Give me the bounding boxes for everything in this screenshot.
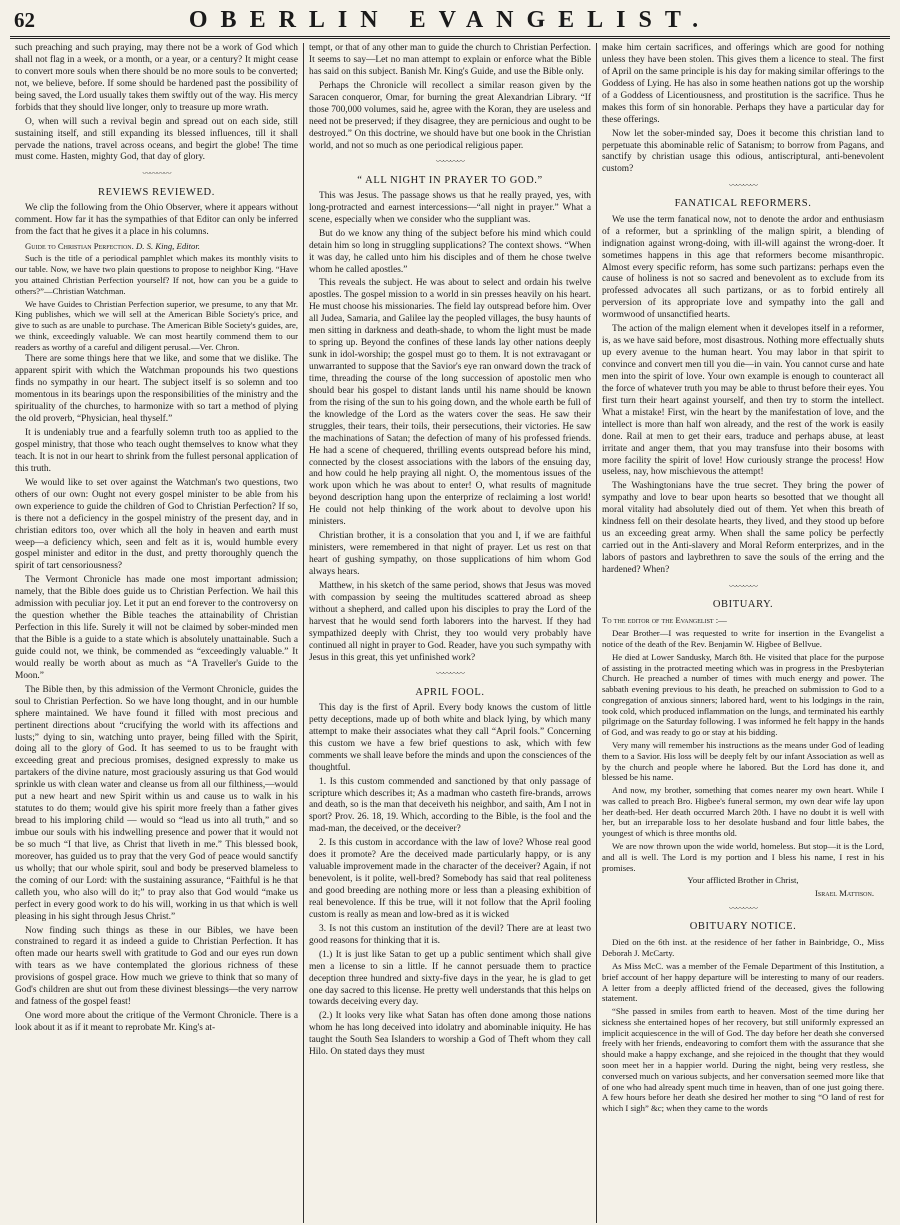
paragraph: We clip the following from the Ohio Observer, where it appears without comment. How far it has the sympathies of that Editor can only be inferred from the fact that he gives it a place in his columns. (15, 202, 298, 237)
paragraph: Died on the 6th inst. at the residence of her father in Bainbridge, O., Miss Deborah J. McCarty. (602, 937, 884, 959)
ornamental-rule: 〰〰〰〰 (436, 157, 464, 167)
paragraph: Matthew, in his sketch of the same period, shows that Jesus was moved with compassion by seeing the multitudes scattered abroad as sheep without a shepherd, and called upon his disciples to pray the Lord of the harvest that he would send forth laborers into the harvest. If they had sympathized deeply with Christ, they too would very probably have continued all night in prayer to God. Reader, have you such sympathy with Jesus in this great, this yet unfinished work? (309, 580, 591, 663)
paragraph: The Vermont Chronicle has made one most important admission; namely, that the Bible does guide us to Christian Perfection. We hail this admission with peculiar joy. Let it put an end forever to the controversy on the question whether the Bible teaches the attainability of Christian Perfection in this life. Surely it will not be claimed by sober-minded men that the Bible is a guide to a state which is absolutely unattainable. Such a guide could not, we think, be commended as “exceedingly valuable.” It would really be worth about as much as “A Traveller's Guide to the Moon.” (15, 575, 298, 681)
paragraph: make him certain sacrifices, and offerings which are good for nothing unless they have been stolen. This gives them a licence to steal. The first of April on the same principle is his day for making similar offerings to the Goddess of Lying. He has also in some heathen nations got up the worship of a Goddess of Licentiousness, and prostitution is the sacrifice. Thus he makes this form of sin honorable. Perhaps they have a particular day for these offerings. (602, 43, 884, 125)
ornamental-rule: 〰〰〰〰 (142, 169, 171, 179)
paragraph: 2. Is this custom in accordance with the law of love? Whose real good does it promote? Are the deceived made particularly happy, or is any valuable improvement made in the character of the deceiver? Again, if not benevolent, is it polite, well-bred? Somebody has said that real politeness and good breeding are nothing more or less than a pleasing exhibition of real benevolence. If this be true, will it not follow that the April fooling custom is really as mean and low-bred as it is wicked (309, 838, 591, 920)
paragraph: We would like to set over against the Watchman's two questions, two others of our own: Ought not every gospel minister to be able from his own experience to guide the children of God to Christian Perfection? If so, is there not a deficiency in the gospel ministry of the present day, and in christian editors too, over which all the holy in heaven and earth must weep—a deficiency which, seen and felt as it is, would humble every gospel minister and editor in the dust, and pretty thoroughly quench the spirit of tart censoriousness? (15, 477, 298, 572)
paragraph: tempt, or that of any other man to guide the church to Christian Perfection. It seems to say—Let no man attempt to explain or enforce what the Bible has said on this subject. Banish Mr. King's Guide, and use the Bible only. (309, 43, 591, 77)
page-number: 62 (14, 8, 35, 32)
paragraph: O, when will such a revival begin and spread out on each side, still sustaining itself, and still expanding its blessed influences, till it shall pervade the nations, travel across oceans, and begirt the globe! The time must come. Hasten, mighty God, that day of glory. (15, 116, 298, 163)
april-fool-heading: APRIL FOOL. (415, 686, 485, 698)
ornamental-rule: 〰〰〰〰 (729, 581, 757, 591)
paragraph: “She passed in smiles from earth to heaven. Most of the time during her sickness she entertained hopes of her recovery, but still uniformly expressed an implicit acquiescence in the will of God. The day before her death she conversed freely with her friends, endeavoring to comfort them with the assurance that she should make a happy exchange, and she rejoiced in the thought that they would soon meet her in a happier world. During the night, being very restless, she conversed much on various subjects, and her conversation seemed more like that of one who had already spent much time in heaven, than of one just going there. A few hours before her death she desired her mother to sing “O land of rest for which I sigh” &c; when they came to the words (602, 1006, 884, 1114)
ornamental-rule: 〰〰〰〰 (729, 903, 757, 913)
prayer-heading: “ ALL NIGHT IN PRAYER TO GOD.” (357, 174, 543, 186)
paragraph: (1.) It is just like Satan to get up a public sentiment which shall give men a license to sin a little. If he cannot persuade them to practice deception three hundred and sixty-five days in the year, he is glad to get one day sacred to this license. He pretty well understands that this helps on towards deceiving every day. (309, 949, 591, 1008)
closing-line: Your afflicted Brother in Christ, (687, 875, 799, 886)
page-header (10, 6, 890, 39)
column-3 (596, 43, 889, 1223)
paragraph: He died at Lower Sandusky, March 8th. He visited that place for the purpose of assisting in the protracted meeting which was in progress in the Presbyterian Church. He preached a number of times with much energy and power. The sabbath evening previous to his death, he preached on submission to God to a congregation of anxious sinners; labored hard, went to his lodgings in the rain, took cold, which produced inflammation on the lungs, and terminated his earthly pilgrimage on the Saturday following. I was informed he felt happy in the hands of God, and was ready to go or stay at his bidding. (602, 651, 884, 738)
column-1 (10, 43, 303, 1223)
paragraph: But do we know any thing of the subject before his mind which could detain him so long in struggling supplications? The context shows. “When it was day, he called unto him his disciples and of them he chose twelve whom he called apostles.” (309, 228, 591, 275)
paragraph: such preaching and such praying, may there not be a work of God which shall not flag in a week, or a month, or a year, or a century? It might cease to convert more souls when there should be no more souls to be converted; not, we believe, before. If some should be hardened past the possibility of being saved, the Lord usually takes them swiftly out of the way. His mercy forbids that they should live longer, only to treasure up more wrath. (15, 43, 298, 113)
paragraph: Now finding such things as these in our Bibles, we have been constrained to regard it as indeed a guide to Christian Perfection. It has often made our hearts swell with gratitude to God and our eyes run down with tears as we have contemplated the glorious richness of these provisions of gospel grace. How much we grieve to think that so many of God's children are shut out from these divinest blessings—the very narrow and fatness of the gospel feast! (15, 925, 298, 1008)
paragraph: Dear Brother—I was requested to write for insertion in the Evangelist a notice of the death of the Rev. Benjamin W. Higbee of Bellvue. (602, 628, 884, 649)
paragraph: This reveals the subject. He was about to select and ordain his twelve apostles. The gospel mission to a world in sin presses heavily on his heart. He must choose his missionaries. The field lay outspread before him. Over all Judea, Samaria, and Galilee lay the peopled villages, the busy haunts of men sitting in darkness and death-shade, to whom the light must be made to spring up. Beyond the confines of these lands lay other nations deeply sunk in idol-worship; the gospel must go to them. It is not extravagant or unwarranted to suppose that the Savior's eye ran onward down the track of time, threading the course of the long succession of apostolic men who should bear his gospel to distant lands until his name should be known from the rising of the sun to his going down, and the whole earth be full of the knowledge of the Lord as the waters cover the seas. He saw their struggles, their tears, their toils, their persecutions, their victories. He saw the machinations of Satan; the defection of many of his professed friends. He had a scene of chequered, thrilling events outspread before his mind, connected by the closest associations with the labors of the ensuing day, and how could he help praying all night. O, the momentous issues of the work upon which he was about to enter! O, what results of magnitude beyond description hang upon the enterprize of reclaiming a lost world! He could not help thinking of the work about to devolve upon his ministers. (309, 278, 591, 528)
paragraph: We have Guides to Christian Perfection superior, we presume, to any that Mr. King publishes, which we will sell at the American Bible Society's price, and give to such as are unable to purchase. The American Bible Society's guides, are, we think, exceedingly valuable. We can most heartily commend them to our readers as worthy of a careful and diligent perusal.—Ver. Chron. (15, 298, 298, 352)
obituary-address: To the editor of the Evangelist :— (602, 615, 727, 626)
obituary-heading: OBITUARY. (712, 599, 774, 611)
paragraph: One word more about the critique of the Vermont Chronicle. There is a look about it as if it meant to reprobate Mr. King's at- (15, 1011, 298, 1034)
paragraph: 3. Is not this custom an institution of the devil? There are at least two good reasons for thinking that it is. (309, 923, 591, 946)
paragraph: As Miss McC. was a member of the Female Department of this Institution, a brief account of her happy departure will be interesting to many of our readers. A letter from a deeply afflicted friend of the deceased, gives the following statement. (602, 960, 884, 1004)
paragraph: The Washingtonians have the true secret. They bring the power of sympathy and love to bear upon hearts so besotted that we thought all moral vitality had absolutely died out of them. Yet when this breath of kindness fell on their desolate hearts, they lived, and they stood up before us an exceeding great army. When shall the same policy be perfectly carried out in the Anti-slavery and Moral Reform enterprizes, and in the labors of pastors and laybrethren to save the souls of the erring and the hardened? When? (602, 481, 884, 575)
paragraph: This was Jesus. The passage shows us that he really prayed, yes, with long-protracted and earnest intercessions—“all night in prayer.” What a scene, especially when we consider who the suppliant was. (309, 190, 591, 225)
masthead: OBERLIN EVANGELIST. (188, 7, 712, 33)
paragraph: Very many will remember his instructions as the means under God of leading them to a Savior. His loss will be deeply felt by our infant Association as well as by the church and people where he labored. But the Lord has done it, and blessed be his name. (602, 740, 884, 783)
paragraph: And now, my brother, something that comes nearer my own heart. While I was called to preach Bro. Higbee's funeral sermon, my own dear wife lay upon her death-bed. Her death occurred March 20th. I have no doubt it is well with her, but an irreparable loss to her desolate husband and four little babes, the youngest of which is three months old. (602, 785, 884, 839)
reviews-heading: REVIEWS REVIEWED. (98, 186, 215, 198)
paragraph: This day is the first of April. Every body knows the custom of little petty deceptions, made up of both white and black lying, by which many attempt to make their associates what they call “April fools.” Concerning this custom we have a few brief questions to ask, which with few comments we shall leave before the minds and upon the consciences of the thoughtful. (309, 702, 591, 773)
paragraph: It is undeniably true and a fearfully solemn truth too as applied to the gospel ministry, that those who teach ought themselves to know what they teach. It is not in our heart to shrink from the fullest personal application of this truth. (15, 428, 298, 474)
guide-title-line (15, 241, 298, 252)
paragraph: The action of the malign element when it developes itself in a reformer, is, as we have said before, most disastrous. Nothing more effectually shuts up every avenue to the human heart. You may labor in that spirit to convince and convert men till you die—in vain. You cannot curse and hate men into the spirit of love. Your own example is enough to counteract all the force of whatever truth you may be able to thrust before their eyes. You first turn their heart against yourself, and then try to storm the intellect. What a mistake! First, win the heart by the manifestation of love, and the intellect is more than half won already, and the rest of the work is easily done. Rail at men to get their ears, traduce and perhaps abuse, at least irritate and anger them, that you may transfuse into their bosoms with more facility the spirit of love! How curiously strange the process! How useless, nay, how mischievous the attempt! (602, 324, 884, 478)
paragraph: We are now thrown upon the wide world, homeless. But stop—it is the Lord, and all is well. The Lord is my portion and I bless his name, I rest in his promises. (602, 841, 884, 873)
paragraph: We use the term fanatical now, not to denote the ardor and enthusiasm of a reformer, but a sprinkling of the malign spirit, a blending of indignation against wrong-doing, with ill-will against the wrong-doer. It sometimes happens in this age that reformers become misanthropic. Almost every specific reform, has some such partizans: perhaps even the cause of holiness is not so sacred and benevolent as to exclude from its professed advocates all such partizans, or as to forbid entirely all perversion of its appropriate love and sympathy into the gall and wormwood of unsanctified hearts. (602, 214, 884, 321)
guide-editor: D. S. King, Editor. (135, 240, 200, 251)
paragraph: Perhaps the Chronicle will recollect a similar reason given by the Saracen conqueror, Omar, for burning the great Alexandrian Library. “If those 700,000 volumes, said he, agree with the Koran, they are useless and need not be preserved; if they disagree, they are pernicious and ought to be destroyed.” On this doctrine, we should have but one book in the Christian world, and not so much as one periodical religious paper. (309, 80, 591, 151)
column-2 (303, 43, 596, 1223)
obituary-notice-heading: OBITUARY NOTICE. (689, 921, 797, 933)
paragraph: 1. Is this custom commended and sanctioned by that only passage of scripture which describes it; As a madman who casteth fire-brands, arrows and death, so is the man that deceiveth his neighbor, and saith, Am I not in sport? Prov. 26. 18, 19. Which, according to the Bible, is the fool and the mad-man, the deceived, or the deceiver? (309, 776, 591, 835)
paragraph: There are some things here that we like, and some that we dislike. The apparent spirit with which the Watchman propounds his two questions finds no sympathy in our heart. The subject itself is so solemn and too momentous in its bearings upon the responsibilities of the ministry and the spirituality of the churches, to harmonize with so tart a method of plying the old proverb, “Physician, heal thyself.” (15, 354, 298, 425)
paragraph: (2.) It looks very like what Satan has often done among those nations whom he has long deceived into idolatry and abominable iniquity. He has taught the South Sea Islanders to worship a God of Theft whom they call Hilo. On stated days they must (309, 1011, 591, 1058)
fanatical-reformers-heading: FANATICAL REFORMERS. (674, 198, 812, 210)
signature: Israel Mattison. (815, 888, 874, 899)
paragraph: The Bible then, by this admission of the Vermont Chronicle, guides the soul to Christian Perfection. So we have long thought, and in our humble sphere maintained. We have found it filled with most precious and pertinent directions about “crucifying the world with its affections and lusts;” dying to sin, watching unto prayer, being filled with the Spirit, doing all to the glory of God. It has seemed to us to be fraught with exceeding great and precious promises, designed expressly to make us partakers of the divine nature, most graciously assuring us that God would sprinkle us with clean water and cleanse us from all our filthiness,—would put a new heart and new Spirit within us and cause us to walk in his statutes to do them; would give his spirit more freely than a father gives bread to his imploring child — would so “lead us into all truth,” and so imbue our souls with his indwelling presence and power that it would not be so much “I that live, as Christ that liveth in me.” This blessed book, moreover, has guided us to pray that the very God of peace would sanctify us wholly; that our whole spirit, soul and body be preserved blameless to the coming of our Lord: with the sustaining assurance, “Faithful is he that calleth you, who also will do it;” to pray also that God would “make us perfect in every good work to do his will, working in us that which is well pleasing in his sight through Jesus Christ.” (15, 684, 298, 922)
paragraph: Christian brother, it is a consolation that you and I, if we are faithful ministers, were remembered in that night of prayer. Let us rest on that heart of gushing sympathy, on those supplications of him whom God always hears. (309, 531, 591, 577)
paragraph: Such is the title of a periodical pamphlet which makes its monthly visits to our table. Now, we have two plain questions to propose to neighbor King. “Have you attained Christian Perfection yourself? If not, how can you be a guide to others?”—Christian Watchman. (15, 253, 298, 296)
ornamental-rule: 〰〰〰〰 (729, 181, 757, 191)
ornamental-rule: 〰〰〰〰 (436, 669, 464, 679)
paragraph: Now let the sober-minded say, Does it become this christian land to perpetuate this abominable relic of Satanism; to borrow from Pagans, and sanctify by christian usage this odious, antiscriptural, anti-benevolent custom? (602, 128, 884, 175)
guide-title: Guide to Christian Perfection. (25, 240, 134, 251)
